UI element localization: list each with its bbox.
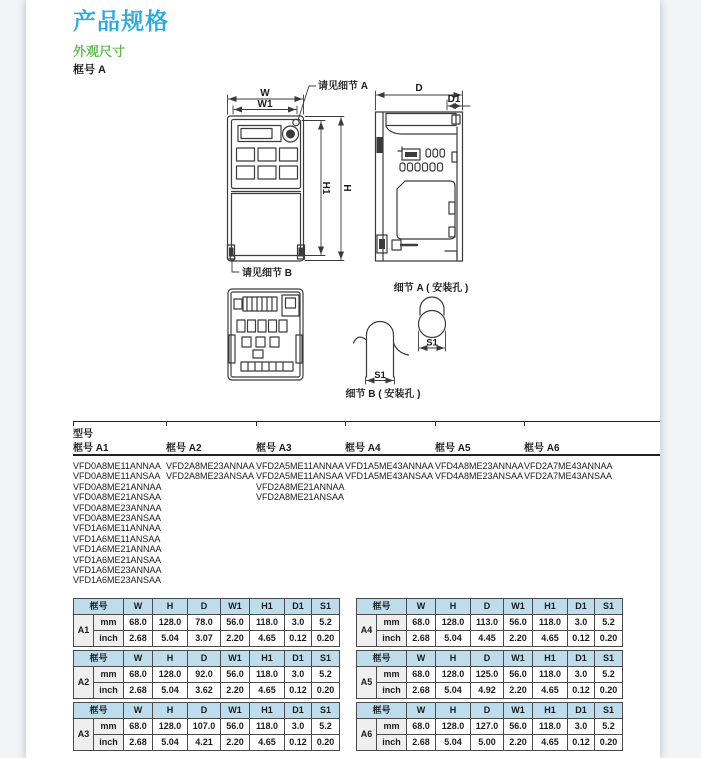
dim-value-cell: 2.20 [504,630,533,646]
dimension-drawing-area [73,77,660,413]
dim-header-cell: D1 [568,650,595,666]
dim-value-cell: 0.20 [312,734,340,750]
frame-id-cell: A4 [357,614,377,646]
dim-value-cell: 0.20 [595,682,623,698]
dim-value-cell: 118.0 [250,666,285,682]
dim-value-cell: 56.0 [221,614,250,630]
model-number: VFD1A6ME21ANSAA [73,554,162,565]
dim-value-cell: 68.0 [407,718,436,734]
dim-value-cell: 56.0 [221,666,250,682]
dimension-tables-left [73,598,340,751]
dim-value-cell: 127.0 [471,718,504,734]
dim-header-cell: H [153,598,188,614]
dim-value-cell: 0.12 [568,630,595,646]
dim-value-cell: 2.68 [124,682,153,698]
dim-value-cell: 68.0 [407,614,436,630]
detail-a-title: 细节 A ( 安装孔 ) [393,283,469,294]
unit-cell: mm [94,666,124,682]
dim-value-cell: 118.0 [250,614,285,630]
frame-id-cell: A3 [74,718,94,750]
unit-cell: mm [377,718,407,734]
dim-value-cell: 5.04 [153,682,188,698]
dim-value-cell: 0.12 [285,630,312,646]
dim-label-h1: H1 [320,181,331,195]
dim-value-cell: 2.20 [221,630,250,646]
dim-value-cell: 0.20 [312,682,340,698]
dim-value-cell: 118.0 [533,614,568,630]
unit-cell: inch [94,682,124,698]
dim-value-cell: 118.0 [250,718,285,734]
dim-header-cell: W [124,598,153,614]
dim-value-cell: 128.0 [153,718,188,734]
dim-value-cell: 128.0 [153,614,188,630]
dim-value-cell: 5.2 [312,718,340,734]
dim-value-cell: 4.21 [188,734,221,750]
dim-header-cell: D [471,702,504,718]
dim-value-cell: 2.20 [221,734,250,750]
dim-value-cell: 5.04 [153,734,188,750]
dim-value-cell: 2.68 [407,630,436,646]
dim-value-cell: 4.65 [533,682,568,698]
dim-header-cell: H1 [533,702,568,718]
model-column [73,422,166,586]
dim-value-cell: 0.20 [312,630,340,646]
dim-header-cell: W1 [504,650,533,666]
model-number: VFD2A7ME43ANSAA [524,471,613,482]
dim-value-cell: 68.0 [124,666,153,682]
model-number: VFD0A8ME11ANSAA [73,471,161,482]
document-page [26,0,660,758]
frame-id-cell: A6 [357,718,377,750]
unit-cell: mm [377,614,407,630]
bottom-view-drawing [228,289,303,380]
dim-header-cell: H1 [250,702,285,718]
dim-value-cell: 5.00 [471,734,504,750]
dim-label-h: H [341,184,352,192]
dim-value-cell: 0.12 [568,682,595,698]
dim-header-cell: W [407,598,436,614]
model-column-frame-label: 框号 A1 [73,443,109,454]
model-number: VFD1A6ME11ANSAA [73,533,161,544]
model-number: VFD1A5ME43ANNAA [345,461,434,471]
see-detail-a-note: 请见细节 A [318,81,368,92]
unit-cell: mm [377,666,407,682]
model-number: VFD1A6ME11ANNAA [73,523,161,534]
dim-header-cell: D1 [568,702,595,718]
dim-header-cell: W1 [221,598,250,614]
dim-value-cell: 107.0 [188,718,221,734]
dim-value-cell: 5.04 [436,734,471,750]
dim-value-cell: 78.0 [188,614,221,630]
dim-value-cell: 2.20 [221,682,250,698]
dim-header-cell: D [471,650,504,666]
dim-label-w: W [260,88,270,99]
dim-header-cell: 框号 [74,650,124,666]
dim-value-cell: 4.65 [250,734,285,750]
model-number: VFD1A6ME21ANNAA [73,544,162,555]
dim-value-cell: 0.12 [568,734,595,750]
dim-value-cell: 4.45 [471,630,504,646]
model-column [256,422,345,586]
model-list [524,461,660,482]
dim-header-cell: S1 [595,650,623,666]
model-number: VFD0A8ME11ANNAA [73,461,161,471]
dim-header-cell: H1 [533,650,568,666]
dim-value-cell: 128.0 [436,614,471,630]
model-number: VFD1A6ME23ANNAA [73,565,162,576]
dim-header-cell: D [188,650,221,666]
model-number: VFD4A8ME23ANNAA [435,461,524,471]
model-column [435,422,524,586]
dim-value-cell: 4.92 [471,682,504,698]
side-view-drawing [376,112,463,261]
dim-header-cell: 框号 [357,702,407,718]
model-column-frame-label: 框号 A2 [166,443,202,454]
unit-cell: inch [94,734,124,750]
frame-id-cell: A1 [74,614,94,646]
dim-header-cell: H1 [250,650,285,666]
dim-value-cell: 5.2 [595,666,623,682]
dim-header-cell: H [436,702,471,718]
dim-value-cell: 128.0 [436,718,471,734]
dim-value-cell: 0.20 [595,630,623,646]
page-title: 产品规格 [73,8,169,34]
dim-header-cell: S1 [595,598,623,614]
model-column-frame-label: 框号 A4 [345,443,381,454]
dim-value-cell: 128.0 [153,666,188,682]
model-column [345,422,435,586]
model-number: VFD2A8ME21ANSAA [256,492,345,503]
dim-header-cell: H [436,598,471,614]
dim-header-cell: H [153,650,188,666]
dim-value-cell: 5.04 [436,630,471,646]
dim-header-cell: W [407,702,436,718]
frame-a-label: 框号 A [73,64,106,76]
dim-value-cell: 5.2 [312,666,340,682]
dim-header-cell: S1 [312,702,340,718]
dim-header-cell: D [188,598,221,614]
dimension-table-a4 [356,598,623,647]
dim-value-cell: 5.04 [153,630,188,646]
dim-header-cell: H1 [533,598,568,614]
dim-header-cell: W [124,702,153,718]
dimension-tables-section [73,598,660,751]
outline-dimension-drawing [200,77,485,413]
model-number: VFD1A5ME43ANSAA [345,471,434,482]
dimension-table-a3 [73,702,340,751]
model-column [166,422,256,586]
dim-header-cell: 框号 [357,650,407,666]
dim-header-cell: H [153,702,188,718]
model-number: VFD0A8ME23ANNAA [73,502,162,513]
unit-cell: inch [377,630,407,646]
model-column-frame-label: 框号 A3 [256,443,292,454]
model-number: VFD2A5ME11ANNAA [256,461,344,471]
dim-value-cell: 2.68 [407,734,436,750]
dim-value-cell: 118.0 [533,718,568,734]
dim-value-cell: 2.20 [504,734,533,750]
see-detail-b-note: 请见细节 B [242,268,292,279]
dim-value-cell: 113.0 [471,614,504,630]
model-column [524,422,660,586]
dim-header-cell: 框号 [74,702,124,718]
model-list [166,461,256,482]
dim-label-d: D [415,83,423,94]
unit-cell: inch [94,630,124,646]
dim-value-cell: 56.0 [504,666,533,682]
dim-value-cell: 3.0 [285,614,312,630]
dim-value-cell: 56.0 [221,718,250,734]
unit-cell: inch [377,734,407,750]
dim-header-cell: H1 [250,598,285,614]
dim-value-cell: 4.65 [533,734,568,750]
dim-header-cell: D [471,598,504,614]
dim-value-cell: 3.07 [188,630,221,646]
model-number: VFD0A8ME23ANSAA [73,513,162,524]
dim-header-cell: D1 [285,598,312,614]
unit-cell: inch [377,682,407,698]
dim-value-cell: 68.0 [407,666,436,682]
model-column-frame-label: 框号 A5 [435,443,471,454]
model-list [256,461,345,503]
model-number: VFD0A8ME21ANNAA [73,481,162,492]
model-number: VFD2A8ME23ANNAA [166,461,255,471]
dim-value-cell: 5.2 [312,614,340,630]
unit-cell: mm [94,614,124,630]
dim-value-cell: 4.65 [533,630,568,646]
dim-value-cell: 3.62 [188,682,221,698]
model-number: VFD4A8ME23ANSAA [435,471,524,482]
detail-b-title: 细节 B ( 安装孔 ) [345,389,421,400]
dim-header-cell: W [124,650,153,666]
dim-value-cell: 68.0 [124,718,153,734]
dimension-table-a1 [73,598,340,647]
section-subtitle: 外观尺寸 [73,44,126,59]
model-number: VFD2A5ME11ANSAA [256,471,344,482]
dim-value-cell: 5.04 [436,682,471,698]
dim-value-cell: 56.0 [504,718,533,734]
dim-value-cell: 2.68 [407,682,436,698]
detail-b-drawing [354,322,409,378]
model-list [435,461,524,482]
model-column-frame-label: 框号 A6 [524,443,560,454]
dim-header-cell: 框号 [74,598,124,614]
dim-value-cell: 3.0 [285,666,312,682]
model-number: VFD1A6ME23ANSAA [73,575,162,586]
model-table-title: 型号 [73,429,93,440]
dim-value-cell: 5.2 [595,614,623,630]
dim-value-cell: 3.0 [568,666,595,682]
dimension-tables-right [356,598,623,751]
model-table-columns [73,421,660,586]
dim-value-cell: 128.0 [436,666,471,682]
dim-value-cell: 3.0 [285,718,312,734]
dim-header-cell: D1 [285,702,312,718]
dim-header-cell: S1 [312,598,340,614]
dim-value-cell: 4.65 [250,682,285,698]
dim-value-cell: 4.65 [250,630,285,646]
frame-id-cell: A5 [357,666,377,698]
dim-header-cell: W1 [221,702,250,718]
model-number: VFD2A7ME43ANNAA [524,461,613,471]
dim-value-cell: 125.0 [471,666,504,682]
dim-header-cell: D1 [285,650,312,666]
dim-header-cell: D [188,702,221,718]
dim-value-cell: 0.20 [595,734,623,750]
dim-value-cell: 5.2 [595,718,623,734]
model-number: VFD0A8ME21ANSAA [73,492,162,503]
dim-value-cell: 56.0 [504,614,533,630]
dimension-table-a5 [356,650,623,699]
dim-label-w1: W1 [257,99,273,110]
model-number: VFD2A8ME21ANNAA [256,481,345,492]
dim-header-cell: W1 [221,650,250,666]
dimension-table-a6 [356,702,623,751]
dim-header-cell: H [436,650,471,666]
dim-value-cell: 2.68 [124,734,153,750]
dim-header-cell: W1 [504,702,533,718]
dim-value-cell: 0.12 [285,682,312,698]
model-number: VFD2A8ME23ANSAA [166,471,255,482]
model-number-table [73,421,660,586]
front-view-drawing [228,116,305,261]
dim-label-d1: D1 [447,94,461,105]
dim-value-cell: 2.68 [124,630,153,646]
dim-header-cell: S1 [595,702,623,718]
dim-value-cell: 2.20 [504,682,533,698]
dim-value-cell: 0.12 [285,734,312,750]
model-list [345,461,435,482]
page-content [73,0,660,751]
frame-id-cell: A2 [74,666,94,698]
dim-value-cell: 92.0 [188,666,221,682]
model-list [73,461,166,586]
detail-a-drawing [419,297,446,338]
dim-value-cell: 68.0 [124,614,153,630]
dim-header-cell: 框号 [357,598,407,614]
dim-header-cell: W1 [504,598,533,614]
dimension-table-a2 [73,650,340,699]
dim-label-s1-detail-b: S1 [374,370,386,381]
dim-header-cell: W [407,650,436,666]
dim-value-cell: 3.0 [568,718,595,734]
dim-label-s1-detail-a: S1 [426,337,438,349]
dim-value-cell: 118.0 [533,666,568,682]
dim-header-cell: S1 [312,650,340,666]
unit-cell: mm [94,718,124,734]
dim-header-cell: D1 [568,598,595,614]
dim-value-cell: 3.0 [568,614,595,630]
